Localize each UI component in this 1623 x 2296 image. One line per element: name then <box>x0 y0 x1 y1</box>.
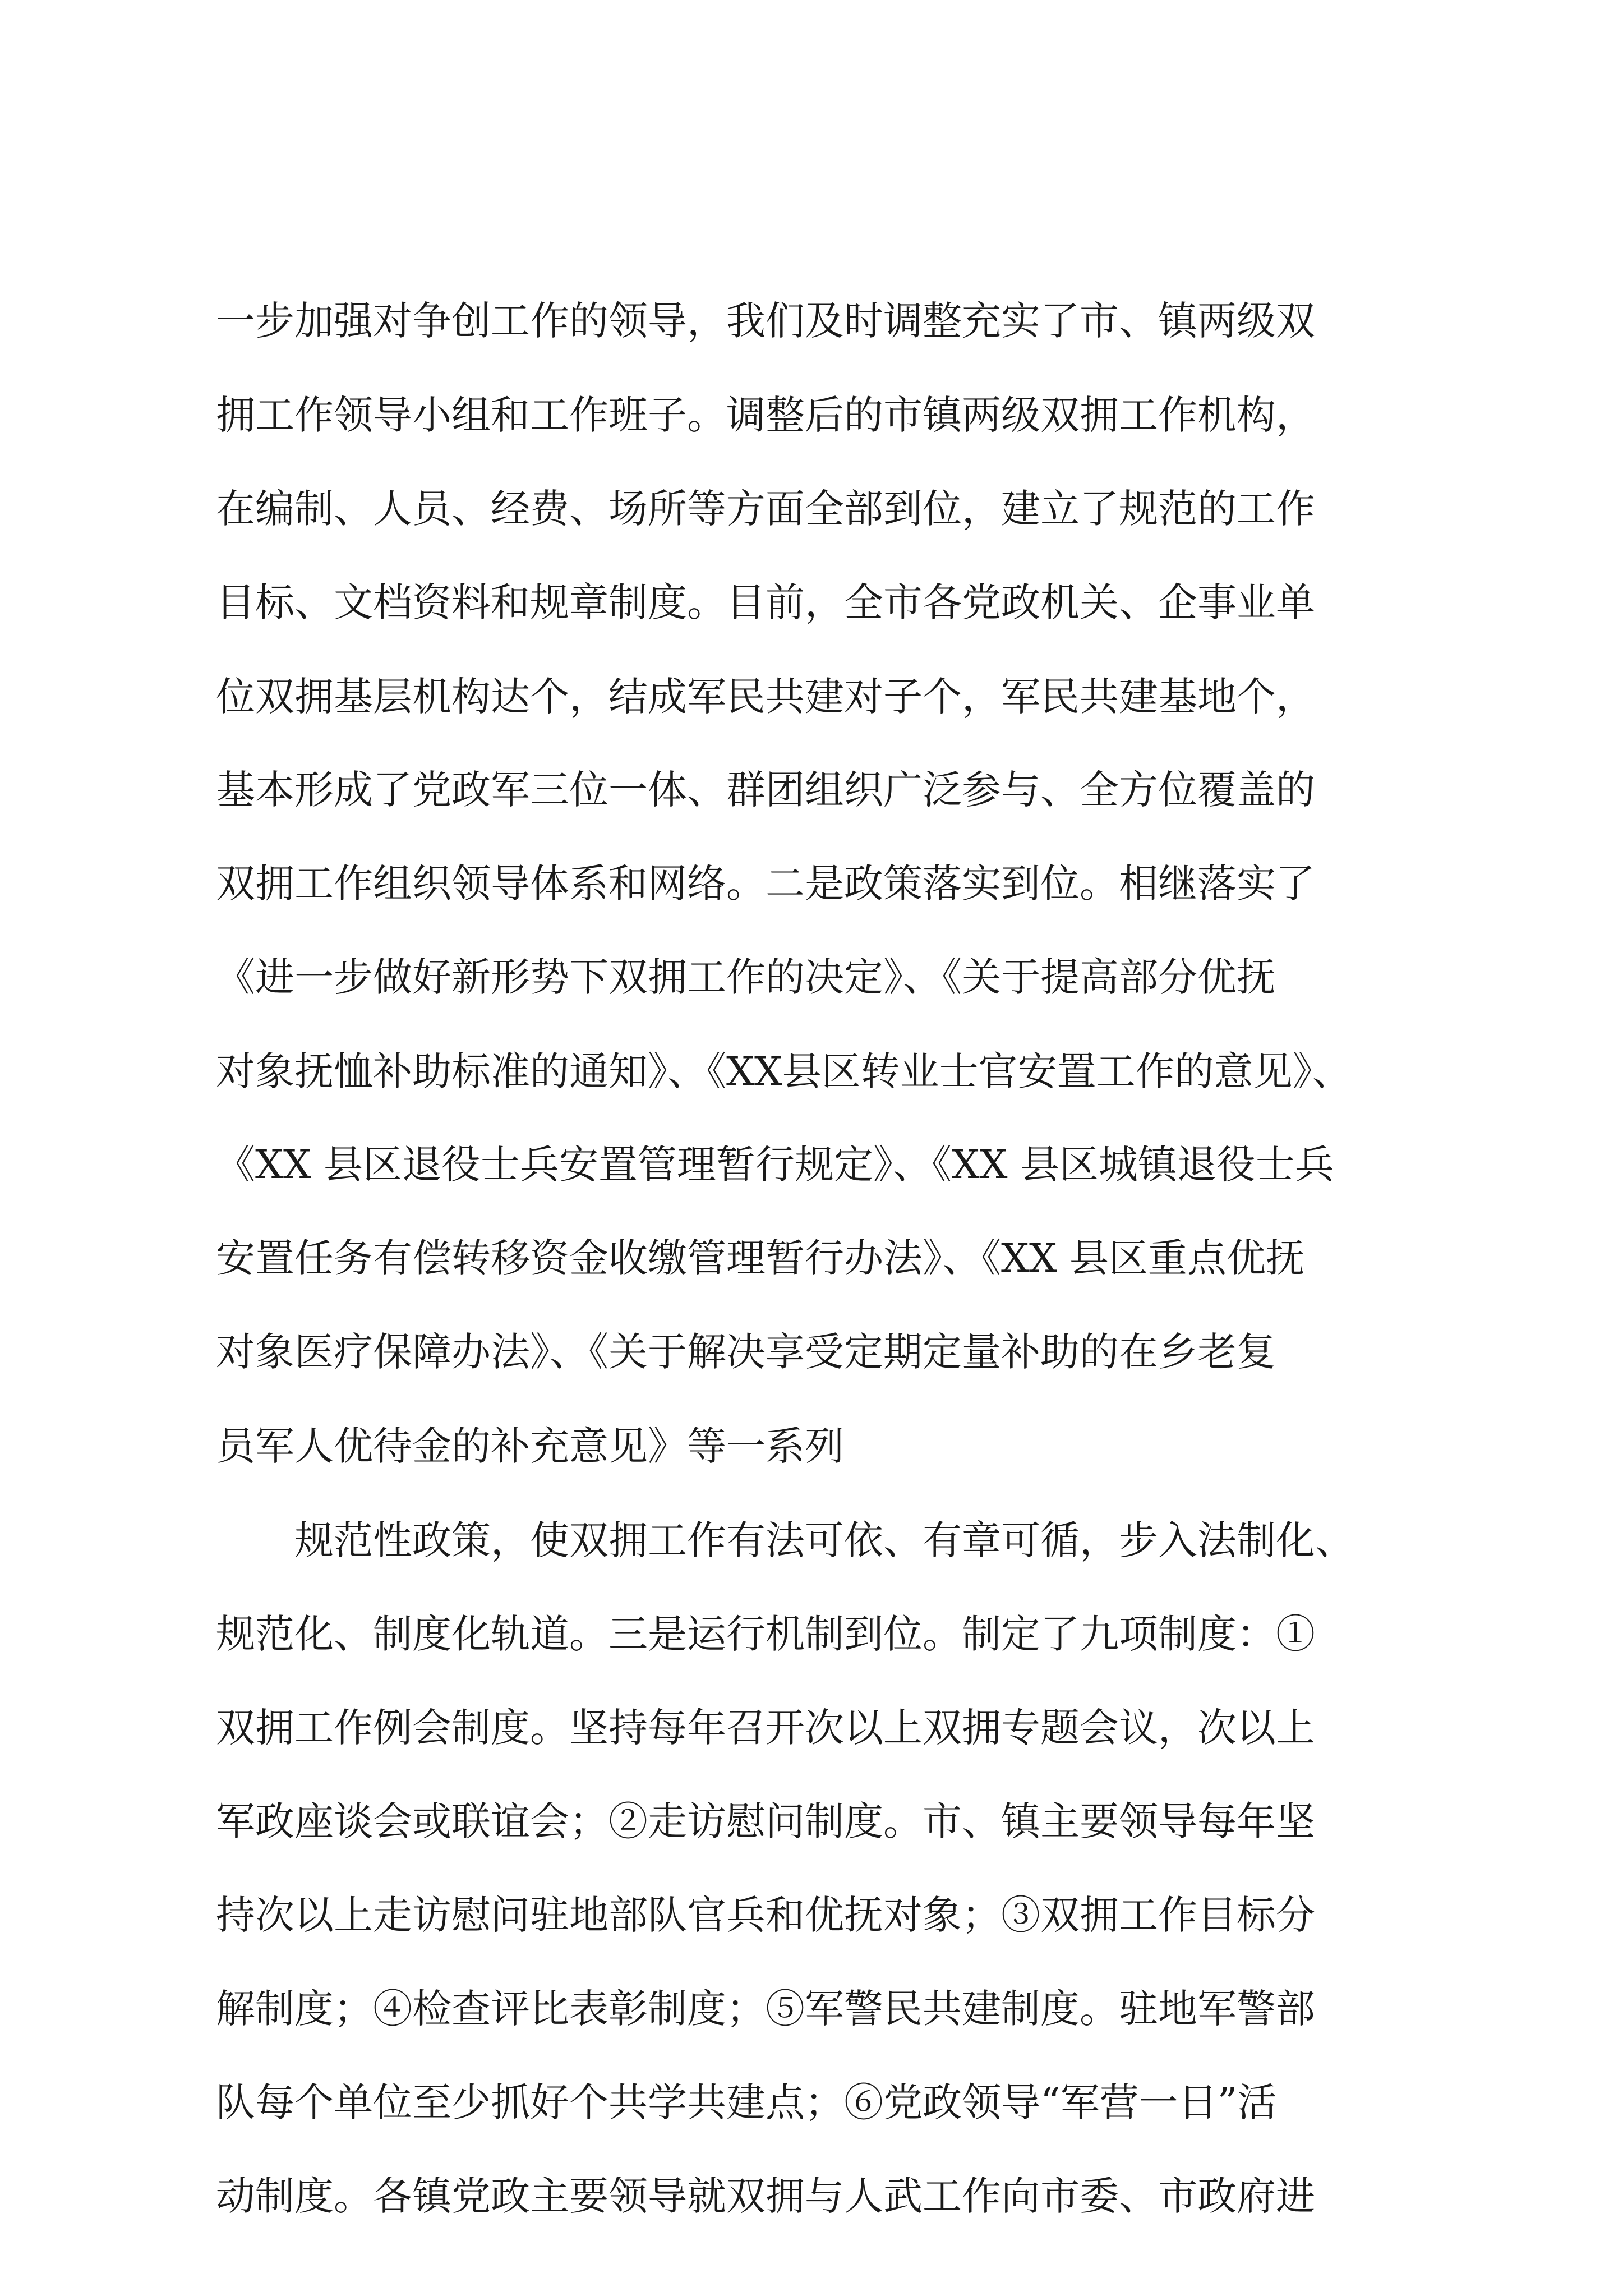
paragraph-1-line-6: 基本形成了党政军三位一体、群团组织广泛参与、全方位覆盖的 <box>216 767 1315 813</box>
paragraph-2-line-5: 持次以上走访慰问驻地部队官兵和优抚对象；③双拥工作目标分 <box>216 1892 1315 1938</box>
paragraph-1-line-7: 双拥工作组织领导体系和网络。二是政策落实到位。相继落实了 <box>216 861 1315 907</box>
paragraph-1-line-8: 《进一步做好新形势下双拥工作的决定》、《关于提高部分优抚 <box>216 954 1276 1000</box>
paragraph-2-line-3: 双拥工作例会制度。坚持每年召开次以上双拥专题会议，次以上 <box>216 1705 1315 1751</box>
paragraph-2-line-7: 队每个单位至少抓好个共学共建点；⑥党政领导“军营一日”活 <box>216 2079 1277 2125</box>
paragraph-1-line-13: 员军人优待金的补充意见》等一系列 <box>216 1423 844 1469</box>
paragraph-1-line-11: 安置任务有偿转移资金收缴管理暂行办法》、《XX 县区重点优抚 <box>216 1235 1305 1281</box>
paragraph-1-line-9: 对象抚恤补助标准的通知》、《XX县区转业士官安置工作的意见》、 <box>216 1048 1352 1094</box>
paragraph-1-line-2: 拥工作领导小组和工作班子。调整后的市镇两级双拥工作机构， <box>216 392 1315 438</box>
paragraph-2-line-2: 规范化、制度化轨道。三是运行机制到位。制定了九项制度：① <box>216 1611 1315 1657</box>
paragraph-1-line-5: 位双拥基层机构达个，结成军民共建对子个，军民共建基地个， <box>216 674 1315 720</box>
paragraph-2-line-6: 解制度；④检查评比表彰制度；⑤军警民共建制度。驻地军警部 <box>216 1986 1315 2032</box>
paragraph-2-line-4: 军政座谈会或联谊会；②走访慰问制度。市、镇主要领导每年坚 <box>216 1798 1315 1844</box>
paragraph-1-line-10: 《XX 县区退役士兵安置管理暂行规定》、《XX 县区城镇退役士兵 <box>216 1142 1334 1188</box>
paragraph-1-line-3: 在编制、人员、经费、场所等方面全部到位，建立了规范的工作 <box>216 486 1315 532</box>
paragraph-2-line-1: 规范性政策，使双拥工作有法可依、有章可循，步入法制化、 <box>216 1517 1354 1563</box>
paragraph-1-line-12: 对象医疗保障办法》、《关于解决享受定期定量补助的在乡老复 <box>216 1329 1276 1375</box>
paragraph-2-line-8: 动制度。各镇党政主要领导就双拥与人武工作向市委、市政府进 <box>216 2173 1315 2219</box>
paragraph-1-line-1: 一步加强对争创工作的领导，我们及时调整充实了市、镇两级双 <box>216 298 1315 344</box>
paragraph-1-line-4: 目标、文档资料和规章制度。目前，全市各党政机关、企事业单 <box>216 579 1315 625</box>
